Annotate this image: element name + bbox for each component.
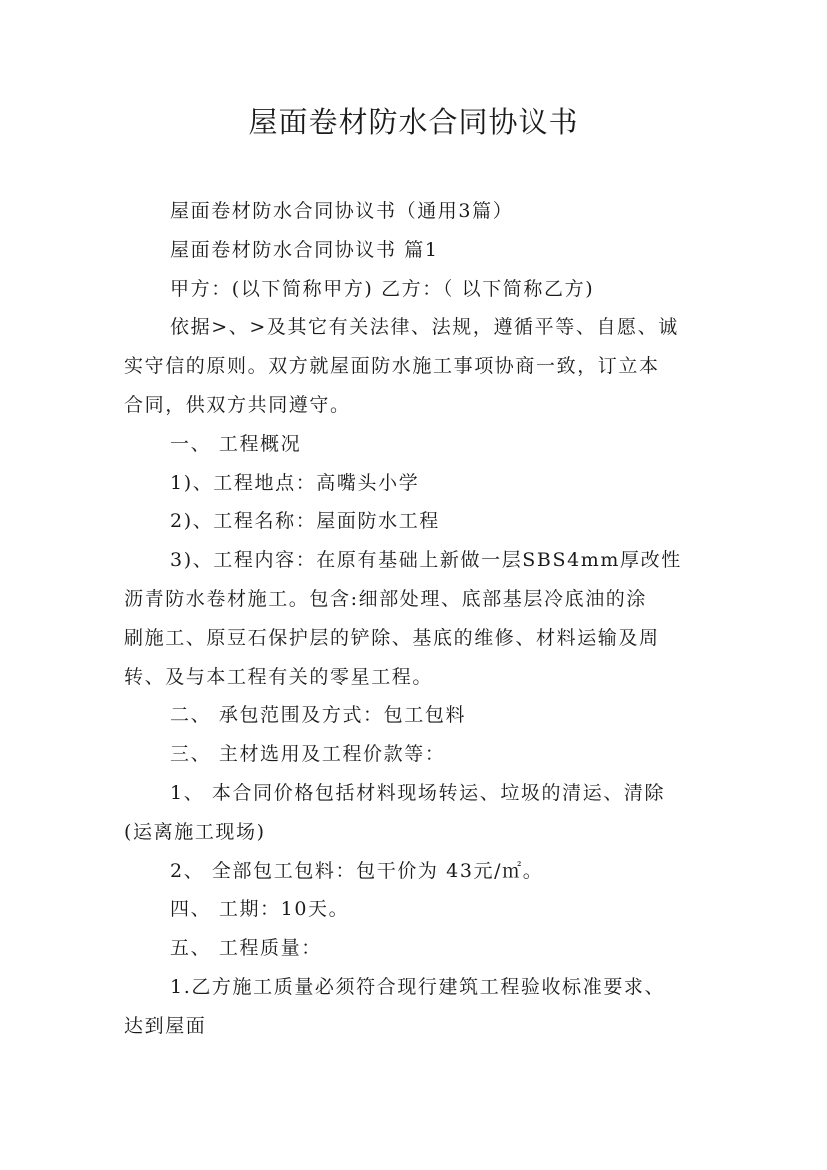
text-line: 合同，供双方共同遵守。 bbox=[124, 393, 351, 416]
text-line: 1.乙方施工质量必须符合现行建筑工程验收标准要求、 bbox=[170, 975, 666, 998]
text-line: 实守信的原则。双方就屋面防水施工事项协商一致，订立本 bbox=[124, 355, 660, 378]
paragraph-price bbox=[124, 852, 709, 891]
text-line: 1、 本合同价格包括材料现场转运、垃圾的清运、清除 bbox=[170, 781, 666, 804]
paragraph-project-name bbox=[124, 502, 709, 541]
paragraph-price-scope bbox=[124, 774, 709, 852]
text-line: 四、 工期：10天。 bbox=[170, 898, 350, 921]
paragraph-heading-2 bbox=[124, 696, 709, 735]
text-line: 2、 全部包工包料：包干价为 43元/㎡。 bbox=[170, 859, 544, 882]
text-line: 三、 主材选用及工程价款等： bbox=[170, 743, 446, 766]
text-line: 刷施工、原豆石保护层的铲除、基底的维修、材料运输及周 bbox=[124, 626, 660, 649]
paragraph-basis bbox=[124, 308, 709, 424]
paragraph-heading-1 bbox=[124, 425, 709, 464]
text-line: 2)、工程名称：屋面防水工程 bbox=[170, 510, 440, 533]
paragraph-heading-5 bbox=[124, 929, 709, 968]
paragraph-quality bbox=[124, 968, 709, 1046]
paragraph-heading-3 bbox=[124, 735, 709, 774]
paragraph-section-heading bbox=[124, 231, 709, 270]
text-line: 甲方：(以下简称甲方) 乙方：（ 以下简称乙方) bbox=[170, 277, 595, 300]
paragraph-subtitle bbox=[124, 192, 709, 231]
paragraph-parties bbox=[124, 270, 709, 309]
text-line: 达到屋面 bbox=[124, 1014, 207, 1037]
text-line: 转、及与本工程有关的零星工程。 bbox=[124, 665, 434, 688]
text-line: 3)、工程内容：在原有基础上新做一层SBS4mm厚改性 bbox=[170, 549, 682, 572]
text-line: (运离施工现场) bbox=[124, 820, 266, 843]
paragraph-project-content bbox=[124, 541, 709, 696]
paragraph-duration bbox=[124, 890, 709, 929]
document-body bbox=[124, 192, 709, 1046]
paragraph-location bbox=[124, 464, 709, 503]
text-line: 沥青防水卷材施工。包含:细部处理、底部基层冷底油的涂 bbox=[124, 587, 648, 610]
text-line: 一、 工程概况 bbox=[170, 432, 302, 455]
text-line: 屋面卷材防水合同协议书 篇1 bbox=[170, 238, 439, 261]
text-line: 依据>、>及其它有关法律、法规，遵循平等、自愿、诚 bbox=[170, 316, 679, 339]
text-line: 屋面卷材防水合同协议书（通用3篇） bbox=[170, 200, 514, 222]
text-line: 五、 工程质量： bbox=[170, 937, 322, 960]
text-line: 二、 承包范围及方式：包工包料 bbox=[170, 704, 467, 727]
document-title: 屋面卷材防水合同协议书 bbox=[248, 105, 579, 139]
text-line: 1)、工程地点：高嘴头小学 bbox=[170, 471, 420, 494]
